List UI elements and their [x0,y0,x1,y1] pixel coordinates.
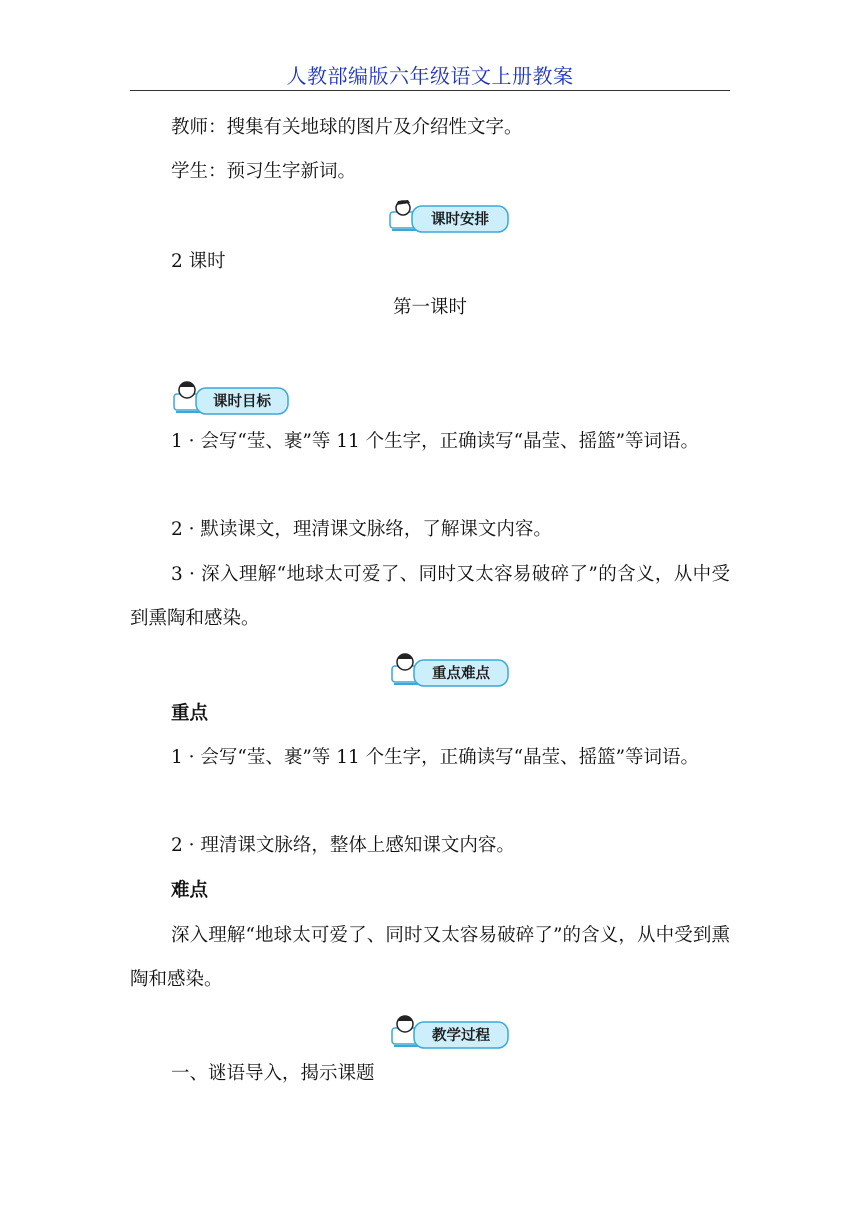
svg-text:教学过程: 教学过程 [432,1028,490,1044]
svg-text:重点难点: 重点难点 [432,666,490,682]
badge-goals [170,378,296,412]
svg-text:课时安排: 课时安排 [431,212,489,228]
goal-2: 2 · 默读课文，理清课文脉络，了解课文内容。 [171,519,552,540]
process-step-1: 一、谜语导入，揭示课题 [171,1063,375,1084]
goal-3: 3 · 深入理解“地球太可爱了、同时又太容易破碎了”的含义，从中受到熏陶和感染。 [130,564,730,629]
prep-student: 学生：预习生字新词。 [171,161,357,182]
key-2: 2 · 理清课文脉络，整体上感知课文内容。 [171,835,515,856]
header-rule [130,90,730,91]
badge-process [388,1012,514,1046]
schedule-text: 2 课时 [171,251,226,272]
lesson-title: 第一课时 [392,297,467,318]
badge-keypoints [388,650,514,684]
difficult-1: 深入理解“地球太可爱了、同时又太容易破碎了”的含义，从中受到熏陶和感染。 [130,925,730,990]
prep-teacher: 教师：搜集有关地球的图片及介绍性文字。 [171,117,523,138]
difficult-heading: 难点 [171,880,209,901]
badge-schedule [386,198,512,232]
key-1: 1 · 会写“莹、裹”等 11 个生字，正确读写“晶莹、摇篮”等词语。 [171,747,700,768]
goal-1: 1 · 会写“莹、裹”等 11 个生字，正确读写“晶莹、摇篮”等词语。 [171,431,700,452]
header-title: 人教部编版六年级语文上册教案 [286,64,574,88]
svg-text:课时目标: 课时目标 [213,394,271,410]
key-heading: 重点 [171,703,209,724]
